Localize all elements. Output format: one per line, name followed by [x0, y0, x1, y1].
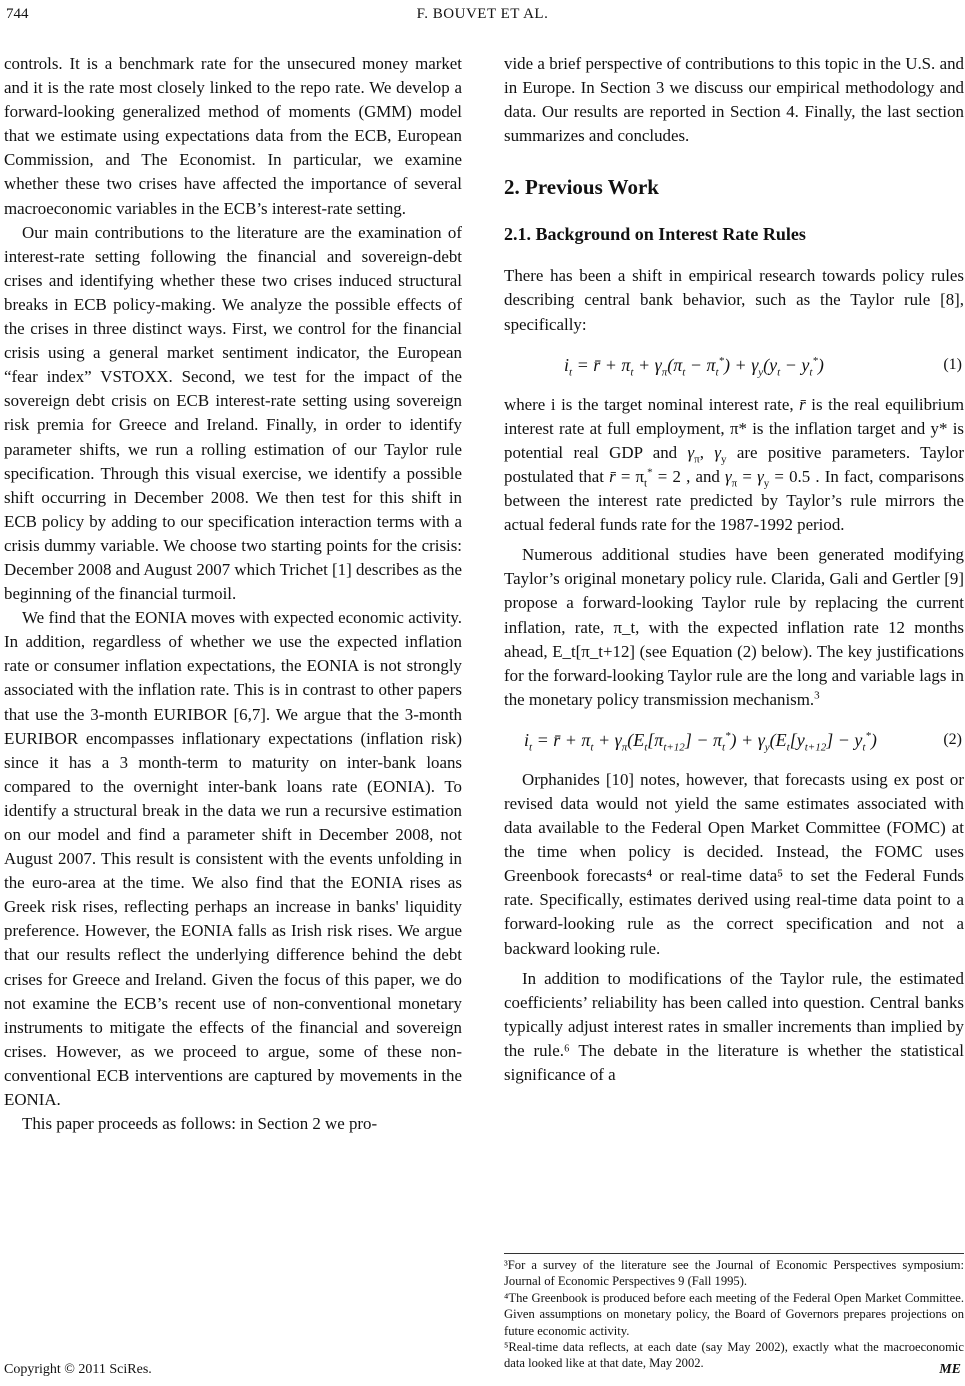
right-paragraph-3: where i is the target nominal interest rate, r̄ is the real equilibrium interest rate at full employment, π* is the inflation target and y* is potential real GDP and $\gamma_\pi$, $\gamma_y$ are positive parameters. Taylor postulated that r̄ = $\pi_t^* = 2$ , and $\gamma_\pi = \gamma_y = 0.5$ . In fact, comparisons between the interest rate predicted by Taylor’s rule mirrors the actual federal funds rate for the 1987-1992 period. — [504, 394, 965, 535]
footnote-4: ⁴The Greenbook is produced before each meeting of the Federal Open Market Committee. Given assumptions on monetary policy, the Board of Governors prepares projections on future economic activity. — [504, 1290, 964, 1338]
right-paragraph-1: vide a brief perspective of contributions to this topic in the U.S. and in Europe. In Section 3 we discuss our empirical methodology and data. Our results are reported in Section 4. Finally, the last section summarizes and concludes. — [504, 54, 964, 146]
section-heading: 2. Previous Work — [504, 175, 659, 200]
footnote-5: ⁵Real-time data reflects, at each date (say May 2002), exactly what the macroeconomic data looked like at that date, May 2002. — [504, 1340, 964, 1371]
right-paragraph-4: Numerous additional studies have been generated modifying Taylor’s original monetary policy rule. Clarida, Gali and Gertler [9] propose a forward-looking Taylor rule by replacing the current inflation, rate, π_t, with the expected inflation rate 12 months ahead, E_t[π_t+12] (see Equation (2) below). The key justifications for the forward-looking Taylor rule are the long and variable lags in the monetary policy transmission mechanism.$^3$ — [504, 545, 964, 709]
journal-abbrev: ME — [939, 1362, 961, 1377]
page-number: 744 — [6, 6, 29, 22]
left-column — [4, 52, 462, 1136]
footnote-3: ³For a survey of the literature see the Journal of Economic Perspectives symposium: Journal of Economic Perspectives 9 (Fall 1995). — [504, 1258, 964, 1289]
page-header — [0, 6, 965, 28]
left-paragraph-1: controls. It is a benchmark rate for the unsecured money market and it is the rate most closely linked to the repo rate. We develop a forward-looking generalized method of moments (GMM) model that we estimate using expectations data from the ECB, European Commission, and The Economist. In particular, we examine whether these two crises have affected the importance of several macroeconomic variables in the ECB’s interest-rate setting. — [4, 54, 462, 218]
equation-1-number: (1) — [943, 355, 962, 373]
running-head: F. BOUVET ET AL. — [416, 6, 549, 22]
footnotes — [504, 1257, 964, 1372]
right-column — [504, 52, 964, 1087]
right-paragraph-6: In addition to modifications of the Taylor rule, the estimated coefficients’ reliability has been called into question. Central banks typically adjust interest rates in smaller increments than implied by the rule.⁶ The debate in the literature is whether the statistical significance of a — [504, 968, 964, 1084]
left-paragraph-3: We find that the EONIA moves with expected economic activity. In addition, regardless of whether we use the expected inflation rate or consumer inflation expectations, the EONIA is not strongly associated with the inflation rate. This is in contrast to other papers that use the 3-month EURIBOR [6,7]. We argue that the 3-month EURIBOR encompasses inflationary expectations (inflation risk) since it has a 3 month-term to maturity on inter-bank loans compared to the overnight inter-bank loans rate (EONIA). To identify a structural break in the data we run a recursive estimation on our model and find a parameter shift in December 2008, not August 2007. This result is consistent with the events unfolding in the euro-area at the time. We also find that the EONIA rises as Greek risk rises, reflecting perhaps an increase in banks' liquidity preference. However, the EONIA falls as Irish risk rises. We argue that our results reflect the underlying difference behind the debt crises for Greece and Ireland. Given the focus of this paper, we do not examine the ECB’s recent use of non-conventional monetary instruments to mitigate the effects of the financial and sovereign crises. However, as we proceed to argue, some of these non-conventional ECB interventions are captured by movements in the EONIA. — [4, 608, 462, 1110]
equation-1: $i_t$ = r̄ + $\pi_t + \gamma_\pi(\pi_t - \pi_t^*) + \gamma_y(y_t - y_t^*)$ (1) — [564, 354, 962, 379]
right-paragraph-5: Orphanides [10] notes, however, that forecasts using ex post or revised data would not yield the same estimates associated with data available to the Federal Open Market Committee (FOMC) at the time when policy is decided. Instead, the FOMC uses Greenbook forecasts⁴ or real-time data⁵ to set the Federal Funds rate. Specifically, estimates derived using real-time data point to a forward-looking rule as the correct specification and not a backward looking rule. — [504, 769, 964, 958]
copyright: Copyright © 2011 SciRes. — [4, 1362, 152, 1377]
equation-2-number: (2) — [943, 730, 962, 748]
subsection-heading: 2.1. Background on Interest Rate Rules — [504, 224, 806, 245]
left-paragraph-4: This paper proceeds as follows: in Section 2 we pro- — [22, 1114, 378, 1134]
footnote-rule — [504, 1253, 964, 1254]
equation-2: $i_t$ = r̄ + $\pi_t + \gamma_\pi(E_t[\pi_{t+12}] - \pi_t^*) + \gamma_y(E_t[y_{t+12}] - y_t^*)$ (2) — [524, 729, 962, 754]
left-paragraph-2: Our main contributions to the literature are the examination of interest-rate setting following the financial and sovereign-debt crises and identifying whether these two crises induced structural breaks in ECB policy-making. We analyze the possible effects of the crises in three distinct ways. First, we control for the financial crisis using a general market sentiment indicator, the European “fear index” VSTOXX. Second, we test for the impact of the sovereign debt crisis on ECB interest-rate setting using sovereign risk premia for Greece and Ireland. Finally, in order to identify parameter shifts, we run a rolling estimation of our Taylor rule specification. Through this visual exercise, we identify a possible shift occurring in December 2008. We then test for this shift in ECB policy by adding to our specification interaction terms with a crisis dummy variable. We choose two starting points for the crisis: December 2008 and August 2007 which Trichet [1] describes as the beginning of the financial turmoil. — [4, 222, 462, 604]
right-paragraph-2: There has been a shift in empirical research towards policy rules describing central bank behavior, such as the Taylor rule [8], specifically: — [504, 266, 964, 334]
